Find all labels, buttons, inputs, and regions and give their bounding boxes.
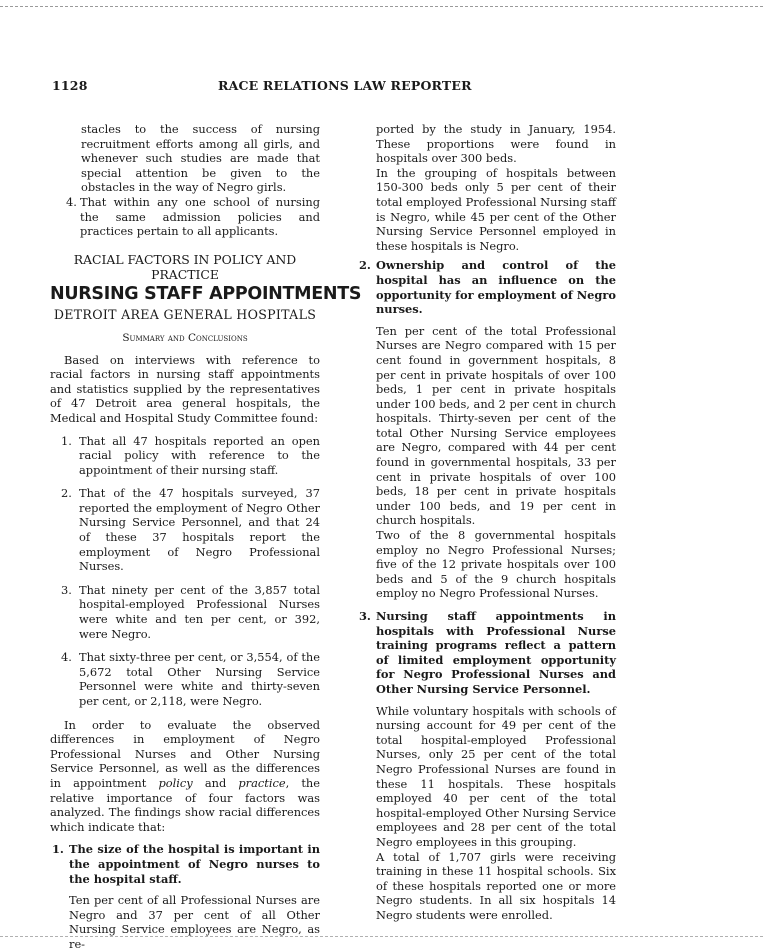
section-2-heading <box>357 258 616 316</box>
list-number: 1. <box>61 433 72 448</box>
section-title: Nursing staff appointments in hospitals with Professional Nurse training programs reflect a pattern of limited employment opportunity for Negro Professional Nurses and Other Nursing Service Personnel. <box>376 609 616 696</box>
list-text: That of the 47 hospitals surveyed, 37 reported the employment of Negro Other Nursing Service Personnel, and that 24 of these 37 hospitals report the employment of Negro Professional Nurses. <box>79 486 320 574</box>
list-text: That sixty-three per cent, or 3,554, of the 5,672 total Other Nursing Service Personnel were white and thirty-seven per cent, or 2,118, were Negro. <box>79 650 320 708</box>
evaluation-paragraph <box>50 718 320 835</box>
section-number: 2. <box>359 258 371 273</box>
finding-item <box>50 434 320 478</box>
recommendation-item-4 <box>50 195 320 239</box>
text-run: , the relative importance of four factors was analyzed. The findings show racial differences which indicate that: <box>50 775 320 834</box>
list-text: That ninety per cent of the 3,857 total hospital-employed Professional Nurses were white and ten per cent, or 392, were Negro. <box>79 582 320 641</box>
left-column <box>50 122 362 952</box>
top-dashed-rule <box>0 6 763 7</box>
list-text: That within any one school of nursing the same admission policies and practices pertain to all applicants. <box>80 194 320 239</box>
heading-summary-conclusions: Summary and Conclusions <box>122 331 248 344</box>
page-number: 1128 <box>52 78 88 93</box>
heading-detroit-hospitals: DETROIT AREA GENERAL HOSPITALS <box>53 307 317 323</box>
section-1-heading <box>50 842 320 886</box>
section-3-paragraph: A total of 1,707 girls were receiving training in these 11 hospital schools. Six of these hospitals reported one or more Negro students. In all six hospitals 14 Negro students were enrolled. <box>376 849 616 922</box>
section-2-paragraph: Two of the 8 governmental hospitals employ no Negro Professional Nurses; five of the 12 private hospitals over 100 beds and 5 of the 9 church hospitals employ no Negro Professional Nurses. <box>376 528 616 601</box>
finding-item <box>50 486 320 574</box>
running-head: RACE RELATIONS LAW REPORTER <box>218 78 472 93</box>
section-3-paragraph: While voluntary hospitals with schools of nursing account for 49 per cent of the total hospital-employed Professional Nurses, only 25 per cent of the total Negro Professional Nurses are found in these 11 hospitals. These hospitals employed 40 per cent of the total hospital-employed Other Nursing Service employees and 28 per cent of the total Negro employees in this grouping. <box>376 703 616 849</box>
list-number: 3. <box>61 582 72 597</box>
list-number: 4. <box>66 194 77 209</box>
heading-racial-factors: RACIAL FACTORS IN POLICY AND PRACTICE <box>73 251 297 282</box>
section-title: The size of the hospital is important in the appointment of Negro nurses to the hospital staff. <box>69 842 320 886</box>
section-number: 1. <box>52 842 64 857</box>
grouping-paragraph: In the grouping of hospitals between 150-300 beds only 5 per cent of their total employed Professional Nursing staff is Negro, while 45 per cent of the Other Nursing Service Personnel employed in these hospitals is Negro. <box>376 165 616 253</box>
section-2-paragraph: Ten per cent of the total Professional Nurses are Negro compared with 15 per cent found in government hospitals, 8 per cent in private hospitals of over 100 beds, 1 per cent in private hospitals under 100 beds, and 2 per cent in church hospitals. Thirty-seven per cent of the total Other Nursing Service employees are Negro, compared with 44 per cent found in governmental hospitals, 33 per cent in private hospitals of over 100 beds, 18 per cent in private hospitals under 100 beds, and 19 per cent in church hospitals. <box>376 323 617 528</box>
section-3-heading <box>357 609 616 697</box>
list-text: That all 47 hospitals reported an open racial policy with reference to the appointment of their nursing staff. <box>79 433 320 477</box>
continued-paragraph: ported by the study in January, 1954. These proportions were found in hospitals over 300 beds. <box>376 122 616 166</box>
finding-item <box>50 650 320 708</box>
section-1-paragraph: Ten per cent of all Professional Nurses are Negro and 37 per cent of all Other Nursing Service employees are Negro, as re- <box>69 893 320 951</box>
bottom-dashed-rule <box>0 936 763 937</box>
text-run: and <box>192 775 239 790</box>
section-number: 3. <box>359 609 371 623</box>
text-run: In order to evaluate the observed differences in employment of Negro Professional Nurses and Other Nursing Service Personnel, as well as the differences in appointment <box>50 717 320 790</box>
section-title: Ownership and control of the hospital has an influence on the opportunity for employment of Negro nurses. <box>376 258 616 317</box>
list-number: 2. <box>61 486 72 501</box>
finding-item <box>50 583 320 641</box>
page-header <box>52 78 662 98</box>
continued-paragraph: stacles to the success of nursing recruitment efforts among all girls, and whenever such studies are made that special attention be given to the obstacles in the way of Negro girls. <box>81 122 320 195</box>
list-number: 4. <box>61 650 72 665</box>
italic-policy: policy <box>158 775 193 790</box>
right-column <box>357 122 616 922</box>
heading-nursing-staff-appointments: NURSING STAFF APPOINTMENTS <box>50 283 362 304</box>
intro-paragraph: Based on interviews with reference to racial factors in nursing staff appointments and statistics supplied by the representatives of 47 Detroit area general hospitals, the Medical and Hospital Study Committee found: <box>50 352 320 425</box>
italic-practice: practice <box>238 775 286 790</box>
